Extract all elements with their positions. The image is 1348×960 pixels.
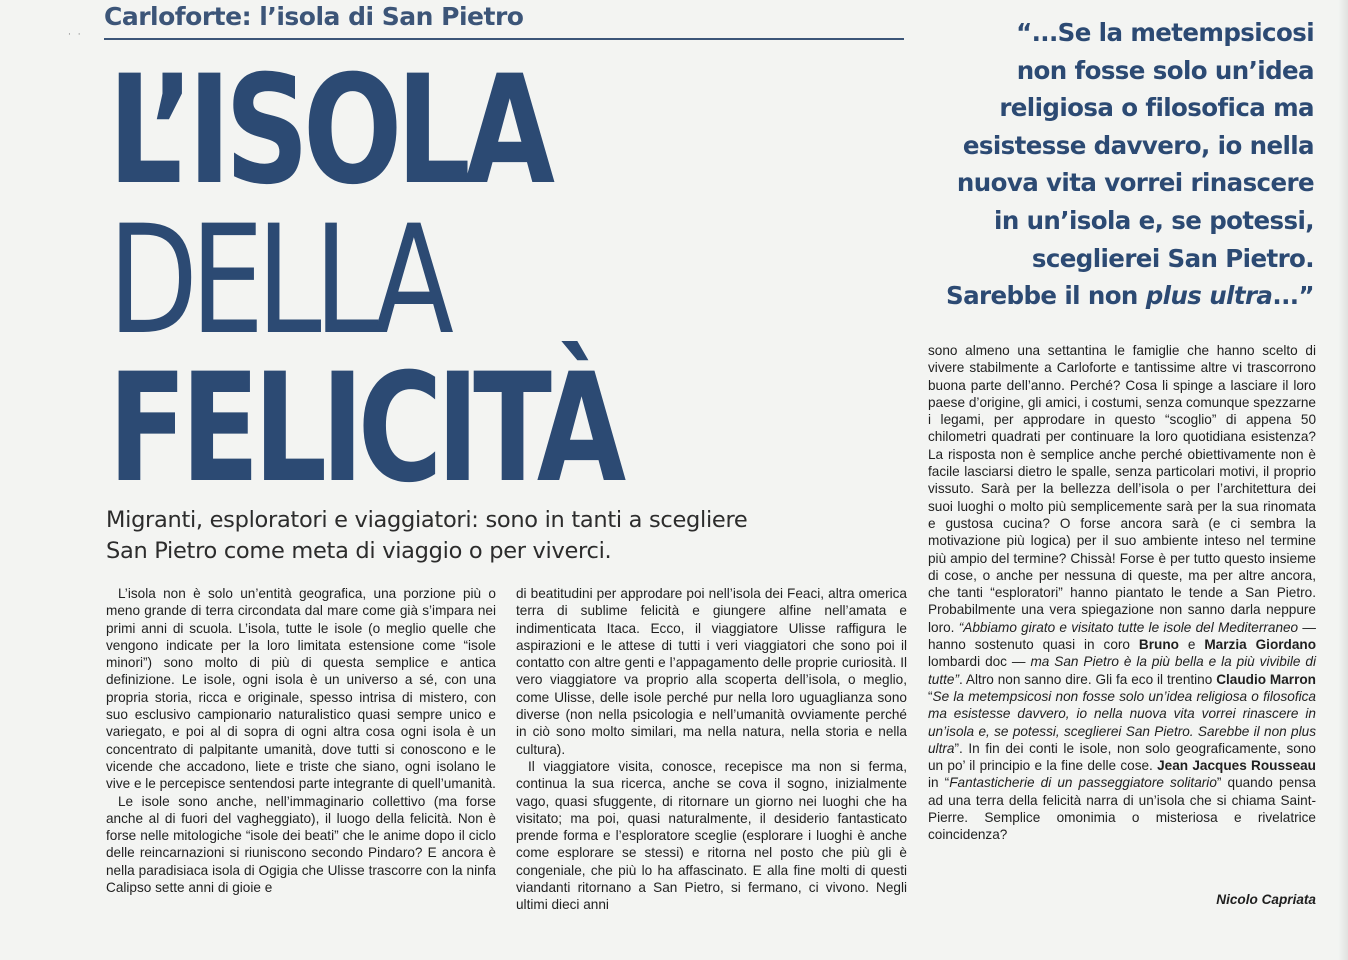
person-name: Bruno xyxy=(1138,637,1179,653)
pull-quote-line: in un’isola e, se potessi, xyxy=(994,205,1314,235)
body-text: . Altro non sanno dire. Gli fa eco il trentino xyxy=(958,671,1217,687)
standfirst xyxy=(106,505,866,567)
standfirst-line-2: San Pietro come meta di viaggio o per viverci. xyxy=(106,538,612,564)
body-text: ”. In fin dei conti le isole, non solo geograficamente, sono un po’ il principio e la fine delle cose. xyxy=(928,740,1316,774)
body-quote: Se la metempsicosi non fosse solo un’idea religiosa o filosofica ma esistesse davvero, io nella nuova vita vorrei rinascere in un’isola e, se potessi, sceglierei San Pietro. Sarebbe il non plus ultra xyxy=(928,688,1316,756)
pull-quote-line: religiosa o filosofica ma xyxy=(999,93,1314,123)
standfirst-line-1: Migranti, esploratori e viaggiatori: sono in tanti a scegliere xyxy=(106,507,748,533)
scan-edge-shadow xyxy=(1338,0,1348,960)
pull-quote-last-suffix: ...” xyxy=(1272,281,1314,311)
body-text: in “ xyxy=(928,775,950,791)
pull-quote-italic: plus ultra xyxy=(1145,281,1273,311)
body-paragraph: di beatitudini per approdare poi nell’isola dei Feaci, altra omerica terra di sublime felicità e giungere alfine nell’amata e indimenticata Itaca. Ecco, il viaggiatore Ulisse raffigura le aspirazioni e le attese di tutti i veri viaggiatori che sono poi il contatto con altre genti e l’appagamento delle proprie curiosità. Il vero viaggiatore va proprio alla scoperta dell’isola, o meglio, come Ulisse, delle isole perché pur nella loro uguaglianza sono diverse (non nella psicologia e nell’umanità ovviamente perché in ciò sono molto similari, ma nella natura, nella storia e nella cultura). xyxy=(516,586,907,757)
pull-quote-line: sceglierei San Pietro. xyxy=(1031,243,1314,273)
body-column-3 xyxy=(928,342,1316,844)
pull-quote-line: “...Se la metempsicosi xyxy=(1016,18,1314,47)
body-paragraph: L’isola non è solo un’entità geografica, una porzione più o meno grande di terra circondata dal mare come già s’impara nei primi anni di scuola. L’isola, tutte le isole (o meglio quelle che vengono indicate per la loro limitata estensione come “isole minori”) sono molto di più di questa semplice e antica definizione. Le isole, ogni isola è un universo a sé, con una propria storia, ricca e originale, spesso intrisa di mistero, con suo esclusivo campionario naturalistico quasi sempre unico e variegato, e poi al di sopra di ogni altra cosa ogni isola è un concentrato di palpitante umanità, dove tutti si conoscono e le vicende che accadono, liete e triste che siano, ogni isolano le vive e le percepisce sentendosi parte integrante di quell’umanità. xyxy=(106,586,496,792)
body-text: sono almeno una settantina le famiglie che hanno scelto di vivere stabilmente a Carloforte e tantissime altre vi trascorrono buona parte dell’anno. Perché? Cosa li spinge a lasciare il loro paese d’origine, gli amici, i costumi, senza comunque spezzarne i legami, per approdare in questo “scoglio” di appena 50 chilometri quadrati per continuare la loro quotidiana esistenza? La risposta non è semplice anche perché obiettivamente non è facile lasciarsi dietro le spalle, senza particolari motivi, il proprio vissuto. Sarà per la bellezza dell’isola o per l’architettura dei suoi luoghi o molto più semplicemente sarà per la sua rinomata e gustosa cucina? O forse ancora sarà (e ci sembra la motivazione più logica) per il suo ambiente inteso nel termine più ampio del termine? Chissà! Forse è per tutto questo insieme di cose, o anche per nessuna di queste, ma per altre ancora, che tanti “esploratori” hanno piantato le tende a San Pietro. Probabilmente una vera spiegazione non sanno darla neppure loro. xyxy=(928,343,1316,635)
body-paragraph: Le isole sono anche, nell’immaginario collettivo (ma forse anche al di fuori del vagheggiato), il luogo della felicità. Non è forse nelle mitologiche “isole dei beati” che le anime dopo il ciclo delle reincarnazioni si riuniscono secondo Pindaro? E ancora è nella paradisiaca isola di Ogigia che Ulisse trascorre con la ninfa Calipso sette anni di gioie e xyxy=(106,793,496,896)
author-byline: Nicolo Capriata xyxy=(1216,892,1316,907)
body-text: “ xyxy=(928,688,933,704)
crop-marks: · · xyxy=(68,30,83,40)
pull-quote-line: non fosse solo un’idea xyxy=(1016,55,1314,85)
body-text: — hanno sostenuto quasi in coro xyxy=(928,619,1316,653)
body-quote: “Abbiamo girato e visitato tutte le isole del Mediterraneo xyxy=(958,619,1299,635)
headline-line-1: L’ISOLA xyxy=(108,44,549,218)
pull-quote-last-line xyxy=(944,277,1314,315)
body-column-1 xyxy=(106,585,496,896)
body-quote: ma San Pietro è la più bella e la più vivibile di tutte” xyxy=(928,654,1316,687)
body-text: lombardi doc — xyxy=(928,654,1031,670)
section-kicker: Carloforte: l’isola di San Pietro xyxy=(104,2,524,31)
pull-quote-last-prefix: Sarebbe il non xyxy=(946,281,1146,311)
person-name: Claudio Marron xyxy=(1216,671,1316,687)
body-paragraph: Il viaggiatore visita, conosce, recepisce ma non si ferma, continua la sua ricerca, anche se cova il sogno, inizialmente vago, quasi sfuggente, di ritornare un giorno nei luoghi che ha visitato; ma poi, quasi naturalmente, il desiderio fantasticato prende forma e l’esploratore sceglie (esplorare i luoghi è anche come esplorare se stessi) e ritorna nel posto che più gli è congeniale, che più lo ha affascinato. E alla fine molti di questi viandanti ritornano a San Pietro, si fermano, ci vivono. Negli ultimi dieci anni xyxy=(516,758,907,913)
body-text: ” quando pensa ad una terra della felicità narra di un’isola che si chiama Saint-Pierre. Semplice omonimia o misteriosa e rivelatrice coincidenza? xyxy=(928,775,1316,843)
person-name: Marzia Giordano xyxy=(1204,637,1317,653)
headline-line-2: DELLA xyxy=(108,194,447,368)
pull-quote-line: esistesse davvero, io nella xyxy=(962,130,1314,160)
pull-quote xyxy=(944,14,1314,315)
pull-quote-line: nuova vita vorrei rinascere xyxy=(956,168,1314,198)
person-name: Jean Jacques Rousseau xyxy=(1157,758,1316,774)
headline-line-3: FELICITÀ xyxy=(108,342,621,516)
body-text: e xyxy=(1178,637,1205,653)
body-paragraph xyxy=(928,342,1316,844)
body-column-2 xyxy=(516,585,907,914)
book-title: Fantasticherie di un passeggiatore solitario xyxy=(949,775,1217,791)
kicker-rule xyxy=(104,38,904,40)
